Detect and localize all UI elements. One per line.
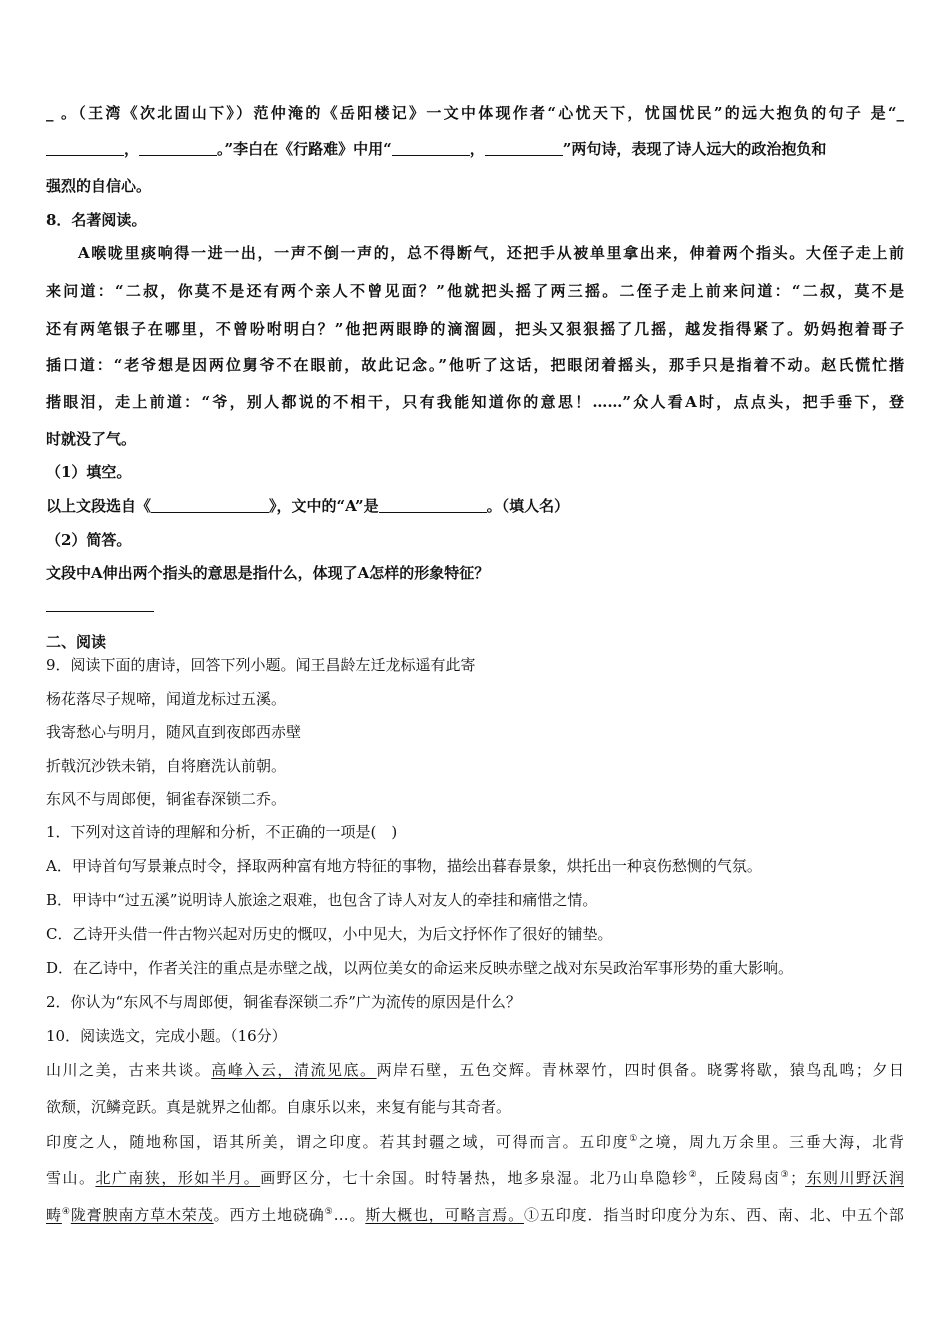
q8-sub2-question: 文段中A伸出两个指头的意思是指什么，体现了A怎样的形象特征？	[46, 564, 490, 582]
poem-line: 东风不与周郎便，铜雀春深锁二乔。	[46, 790, 287, 808]
option-a: A．甲诗首句写景兼点时令，择取两种富有地方特征的事物，描绘出暮春景象，烘托出一种哀伤愁恻的气氛。	[46, 857, 762, 875]
q9-intro: 9．阅读下面的唐诗，回答下列小题。闻王昌龄左迁龙标遥有此寄	[46, 656, 476, 674]
q8-sub2-label: （2）简答。	[46, 531, 132, 549]
q10-heading: 10．阅读选文，完成小题。（16分）	[46, 1027, 287, 1045]
answer-blank[interactable]	[46, 140, 124, 156]
footnote-marker: ①	[629, 1134, 639, 1144]
q8-passage-line: A喉咙里痰响得一进一出，一声不倒一声的，总不得断气，还把手从被单里拿出来，伸着两个指头。大侄子走上前	[78, 244, 904, 262]
person-name-blank[interactable]	[379, 497, 487, 513]
answer-blank[interactable]	[392, 140, 470, 156]
poem-line: 我寄愁心与明月，随风直到夜郎西赤壁	[46, 723, 302, 741]
q8-fill-line: 以上文段选自《 》，文中的“A”是 。（填人名）	[46, 497, 570, 515]
q10-p1-line-1: 山川之美，古来共谈。高峰入云，清流见底。两岸石壁，五色交辉。青林翠竹，四时俱备。晓雾将歇，猿鸟乱鸣；夕日	[46, 1061, 904, 1079]
footnote-marker: ④	[61, 1207, 71, 1217]
section-title: 二、阅读	[46, 633, 107, 651]
q8-passage-line: 揩眼泪，走上前道：“爷，别人都说的不相干，只有我能知道你的意思！……”众人看A时，点点头，把手垂下，登	[46, 393, 904, 411]
q10-p2-line-1: 印度之人，随地称国，语其所美，谓之印度。若其封疆之域，可得而言。五印度①之境，周九万余里。三垂大海，北背	[46, 1133, 904, 1151]
option-d: D．在乙诗中，作者关注的重点是赤壁之战，以两位美女的命运来反映赤壁之战对东吴政治军事形势的重大影响。	[46, 959, 794, 977]
q7-line-2: ， 。”李白在《行路难》中用“ ， ”两句诗，表现了诗人远大的政治抱负和	[46, 138, 826, 160]
underlined-phrase: 斯大概也，可略言焉。	[365, 1206, 525, 1224]
poem-line: 杨花落尽子规啼，闻道龙标过五溪。	[46, 690, 287, 708]
q9-sub2: 2．你认为“东风不与周郎便，铜雀春深锁二乔”广为流传的原因是什么？	[46, 993, 521, 1011]
answer-blank[interactable]	[139, 140, 217, 156]
q8-sub1-label: （1）填空。	[46, 463, 132, 481]
q8-heading: 8．名著阅读。	[46, 211, 147, 229]
footnote-marker: ②	[688, 1170, 699, 1180]
option-b: B．甲诗中“过五溪”说明诗人旅途之艰难，也包含了诗人对友人的牵挂和痛惜之情。	[46, 891, 598, 909]
book-title-blank[interactable]	[151, 497, 269, 513]
q10-p2-line-3: 畴④陇膏腴南方草木荣茂。西方土地硗确⑤…。斯大概也，可略言焉。①五印度．指当时印度分为东、西、南、北、中五个部	[46, 1206, 904, 1224]
q10-p1-line-2: 欲颓，沉鳞竞跃。真是就界之仙都。自康乐以来，来复有能与其奇者。	[46, 1098, 512, 1116]
q7-line-1: _ 。（王湾《次北固山下》）范仲淹的《岳阳楼记》一文中体现作者“心忧天下，忧国忧民”的远大抱负的句子 是“_	[46, 104, 904, 122]
footnote-marker: ③	[780, 1170, 791, 1180]
underlined-phrase: 东则川野沃润	[805, 1169, 904, 1187]
q8-passage-line: 来问道：“二叔，你莫不是还有两个亲人不曾见面？”他就把头摇了两三摇。二侄子走上前来问道：“二叔，莫不是	[46, 282, 904, 300]
q8-passage-line: 还有两笔银子在哪里，不曾吩咐明白？”他把两眼睁的滴溜圆，把头又狠狠摇了几摇，越发指得紧了。奶妈抱着哥子	[46, 320, 904, 338]
answer-blank[interactable]	[485, 140, 563, 156]
underlined-phrase: 畴	[46, 1206, 62, 1224]
poem-line: 折戟沉沙铁未销，自将磨洗认前朝。	[46, 757, 287, 775]
footnote-marker: ⑤	[324, 1207, 334, 1217]
q8-passage-line: 时就没了气。	[46, 430, 137, 448]
answer-line[interactable]	[46, 611, 154, 612]
q10-p2-line-2: 雪山。北广南狭，形如半月。画野区分，七十余国。时特暑热，地多泉湿。北乃山阜隐轸②，丘陵舄卤③；东则川野沃润	[46, 1169, 904, 1187]
q8-passage-line: 插口道：“老爷想是因两位舅爷不在眼前，故此记念。”他听了这话，把眼闭着摇头，那手只是指着不动。赵氏慌忙揩	[46, 356, 904, 374]
q9-sub1: 1．下列对这首诗的理解和分析，不正确的一项是( )	[46, 823, 398, 841]
underlined-phrase: 高峰入云，清流见底。	[211, 1061, 377, 1079]
underlined-phrase: 陇膏腴南方草木荣茂	[70, 1206, 214, 1224]
option-c: C．乙诗开头借一件古物兴起对历史的慨叹，小中见大，为后文抒怀作了很好的铺垫。	[46, 925, 613, 943]
q7-line-3: 强烈的自信心。	[46, 177, 152, 195]
underlined-phrase: 北广南狭，形如半月。	[95, 1169, 261, 1187]
